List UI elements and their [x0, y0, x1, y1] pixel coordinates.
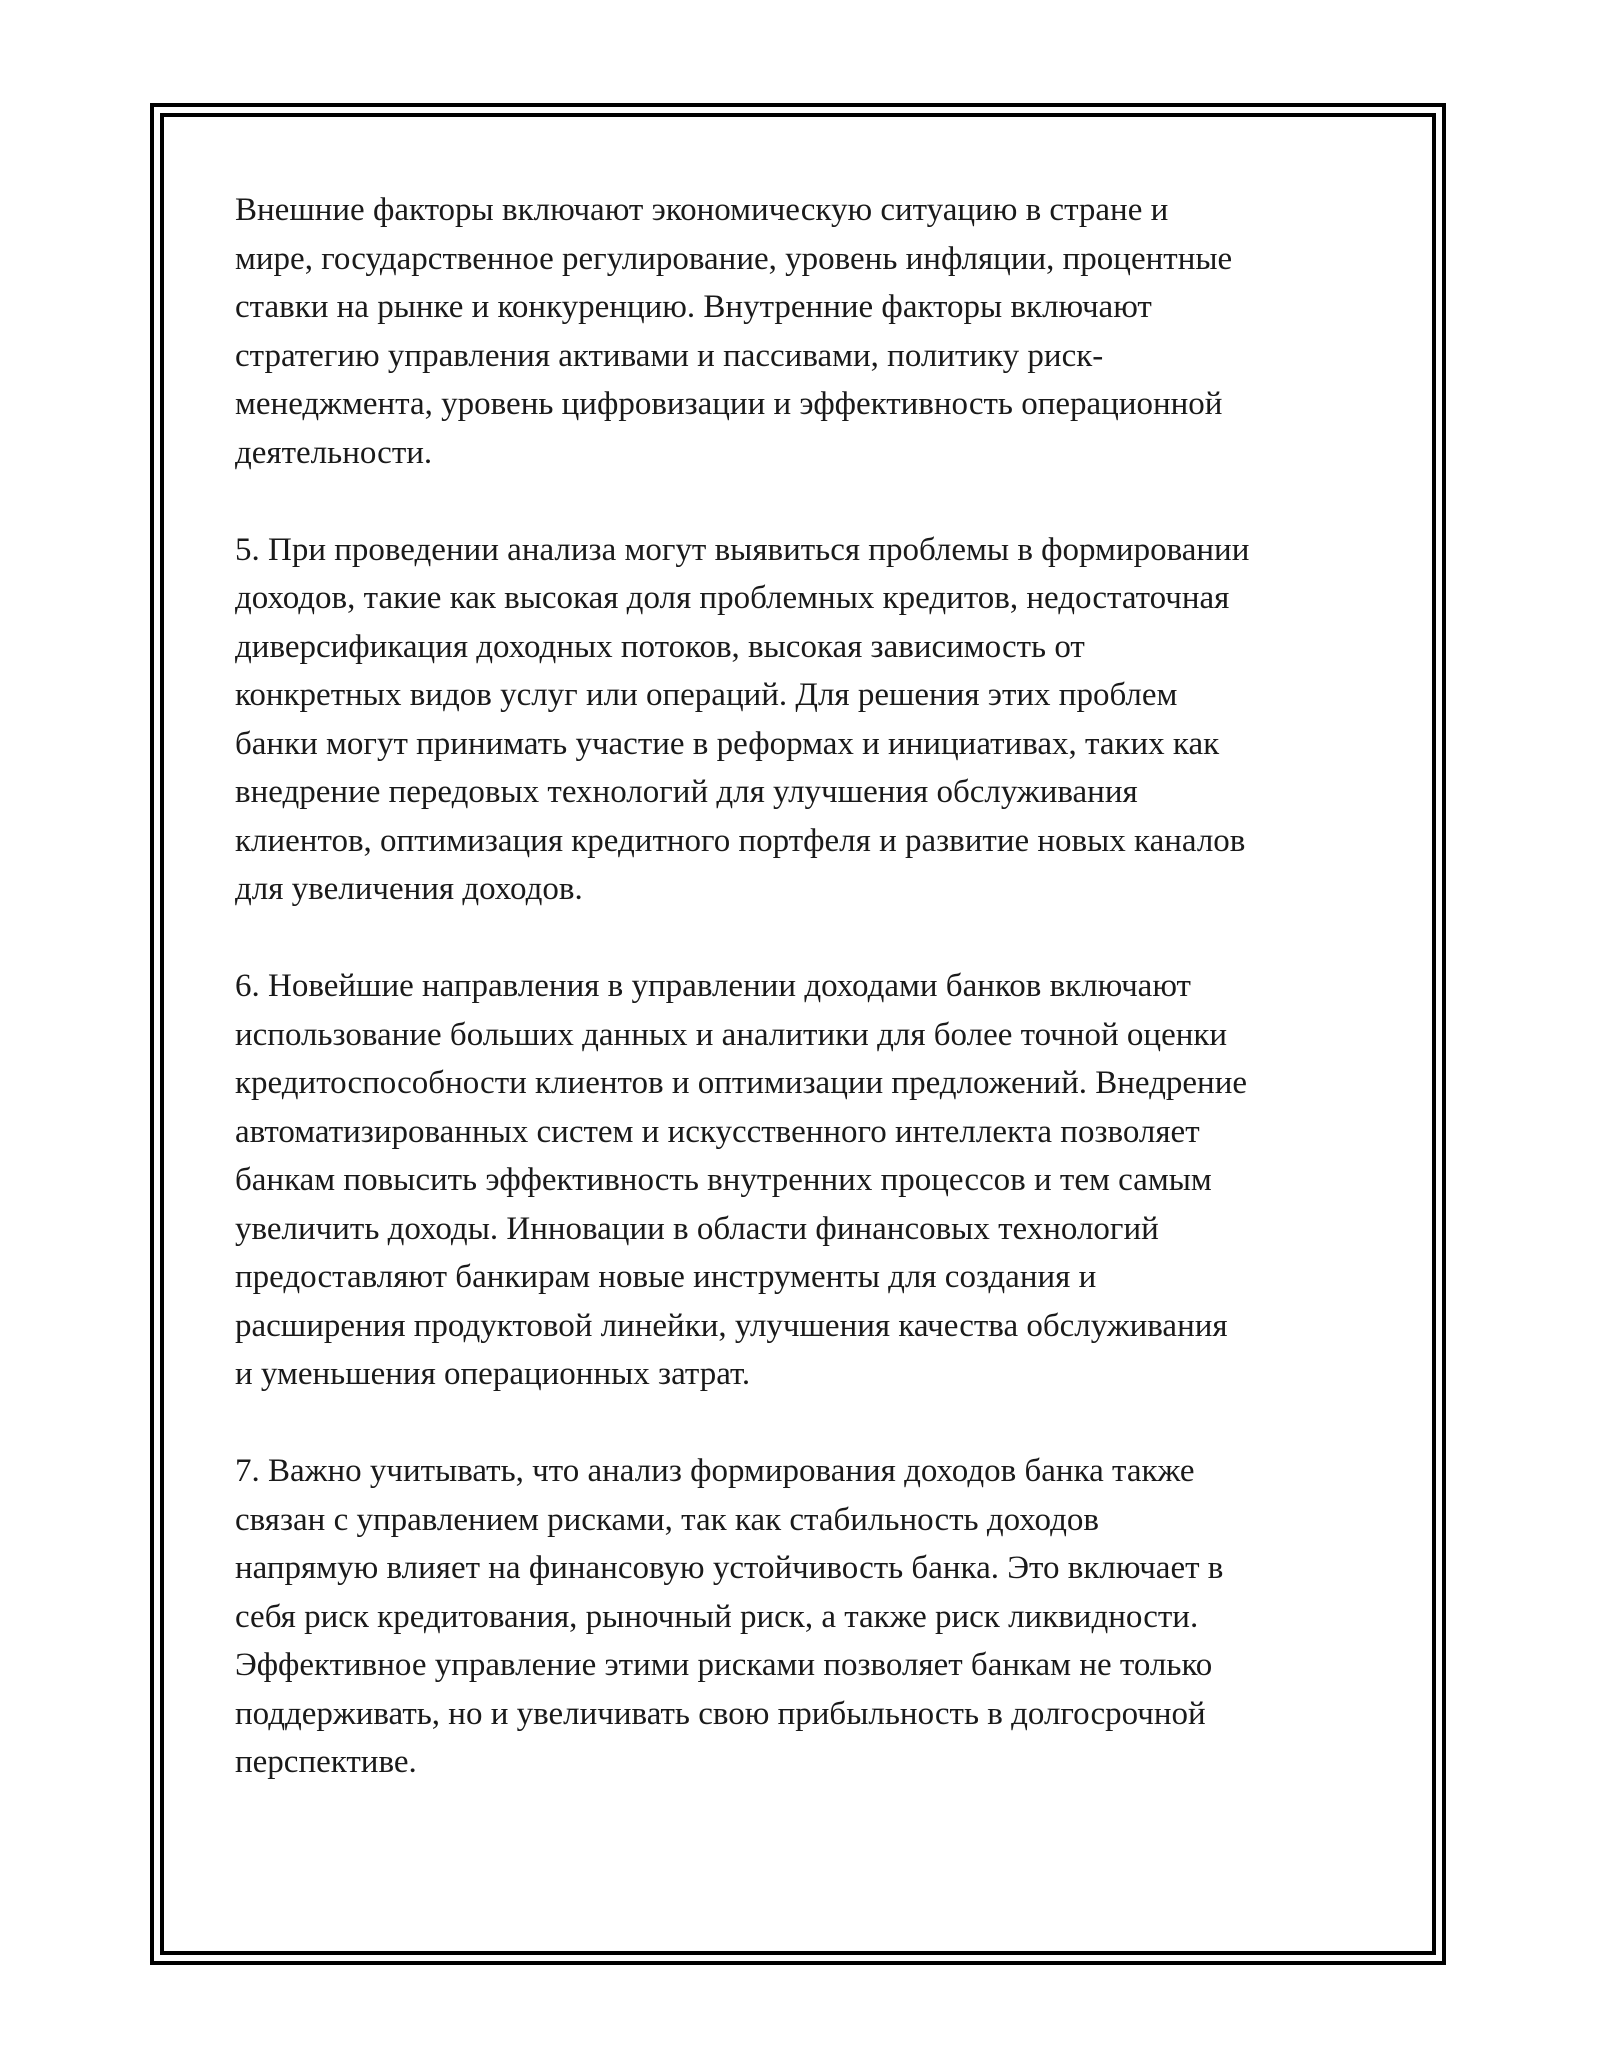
paragraph-6-new-directions: 6. Новейшие направления в управлении доходами банков включают использование больших данных и аналитики для более точной оценки кредитоспособности клиентов и оптимизации предложений. Внедрение автоматизированных систем и искусственного интеллекта позволяет банкам повысить эффективность внутренних процессов и тем самым увеличить доходы. Инновации в области финансовых технологий предоставляют банкирам новые инструменты для создания и расширения продуктовой линейки, улучшения качества обслуживания и уменьшения операционных затрат. [235, 968, 1248, 1392]
paragraph-external-internal-factors: Внешние факторы включают экономическую ситуацию в стране и мире, государственное регулирование, уровень инфляции, процентные ставки на рынке и конкуренцию. Внутренние факторы включают стратегию управления активами и пассивами, политику риск- менеджмента, уровень цифровизации и эффективность операционной деятельности. [235, 192, 1233, 471]
paragraph-5-problems: 5. При проведении анализа могут выявиться проблемы в формировании доходов, такие как высокая доля проблемных кредитов, недостаточная диверсификация доходных потоков, высокая зависимость от конкретных видов услуг или операций. Для решения этих проблем банки могут принимать участие в реформах и инициативах, таких как внедрение передовых технологий для улучшения обслуживания клиентов, оптимизация кредитного портфеля и развитие новых каналов для увеличения доходов. [235, 531, 1250, 907]
paragraph-7-risk-management: 7. Важно учитывать, что анализ формирования доходов банка также связан с управлением рисками, так как стабильность доходов напрямую влияет на финансовую устойчивость банка. Это включает в себя риск кредитования, рыночный риск, а также риск ликвидности. Эффективное управление этими рисками позволяет банкам не только поддерживать, но и увеличивать свою прибыльность в долгосрочной перспективе. [235, 1453, 1224, 1780]
document-body [235, 186, 1375, 1835]
